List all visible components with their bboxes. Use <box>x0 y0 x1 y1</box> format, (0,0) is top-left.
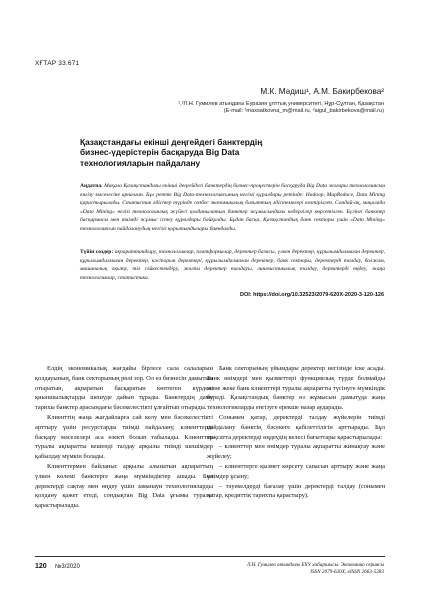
abstract <box>80 182 385 234</box>
issue-number: №3/2020 <box>55 564 80 570</box>
body-paragraph: Клиенттермен байланыс арқылы алынатын ақпараттың үлкен көлемі банктерге жаңа мүмкіндіктер ашады. Бұл деректерді сақтау мен өңдеу үшін заманауи технологияларды қолдану қажет етеді, сондықтан Big Data ұғымы туралы қарастырылады. <box>35 462 213 510</box>
article-title <box>80 137 380 168</box>
title-line-2: бизнес-үдерістерін басқаруда Big Data <box>80 147 240 158</box>
body-paragraph: Елдің экономикалық жағдайы бірлесе сала салаларын қолдауының, банк секторының рөлі зор. Ол өз бизнесін дамытып отыратын, ақпаратын басқаратын көптеген күрделі қиыншылықтарды шешуде дайын тұрады. Банктердің даму тарихы банктер арасындағы бәсекелестікті ұлғайтып отырады. <box>35 365 214 412</box>
journal-info <box>164 562 384 577</box>
journal-name: Л.Н. Гумилев атындағы ЕҰУ хабаршысы. Экономика сериясы <box>246 562 384 568</box>
body-column-left <box>35 364 213 511</box>
affiliation-university: ¹,²Л.Н. Гумилев атындағы Еуразия ұлттық университеті, Нұр-Сұлтан, Қазақстан <box>178 101 384 107</box>
keywords-label: Түйін сөздер: <box>80 249 114 255</box>
title-line-1: Қазақстандағы екінші деңгейдегі банктердің <box>80 137 263 147</box>
body-list-item: – тәуекелдерді бағалау үшін деректерді талдау (сонымен қатар, кредиттік тарихты қарастыру). <box>207 482 385 500</box>
body-paragraph: Клиенттің жаңа жағдайларға сай келу мен бәсекелестікті арттыру үшін ресурстарды тиімді пайдалану, клиенттерді басқару мәселелері аса өзекті болып табылады. Клиенттер туралы ақпаратты кешенді талдау арқылы тиімді шешімдер қабылдау мүмкін болады. <box>35 413 213 461</box>
body-list-item: – клиенттерге қызмет көрсету сапасын арттыру және жаңа өнімдер ұсыну; <box>207 462 385 480</box>
body-paragraph: Сонымен қатар, деректерді талдау жүйелерін тиімді пайдалану банктің бәсекеге қабілеттілігін арттырады. Бұл мақсатта деректерді өңдеудің келесі бағыттары қарастырылады: <box>207 413 385 441</box>
doi-link[interactable]: DOI: https://doi.org/10.32523/2079-620X-2020-3-120-126 <box>240 292 384 298</box>
affiliation-email: (E-mail: ¹maxsatkovna_m@mail.ru, ²aigul_bakirbekova@mail.ru) <box>223 108 384 115</box>
body-column-right <box>207 364 385 501</box>
keywords <box>80 248 385 282</box>
body-paragraph: Банк секторының үйымдары деректер негізінде іске асады. Банк өнімдері мен қызметтері функциялық түрде болмайды және жеке банк клиенттері туралы ақпаратты түсінуге мүмкіндік береді. Қазақстандық банктер өз жұмысын дамытуда жаңа технологияларды енгізуге ерекше назар аударады. <box>207 365 385 412</box>
footer-divider <box>35 556 385 557</box>
keywords-text: ақпараттандыру, технологиялар, платформалар, деректер базасы, үлкен деректер, құрылымдалмаған деректер, құрылымдалмаған деректер, кәсіпорын деректері, құрылымдалмаған деректер, банк секторы, деректерді талдау, болжам, машиналық оқыту, тіл сәйкестендіру, жалпы деректер талдауы, лингвистикалық талдау, деректерді өңдеу, жаңа технологиялар, статистика. <box>80 249 386 281</box>
affiliation <box>84 101 384 115</box>
abstract-label: Аңдатпа. <box>80 183 103 189</box>
abstract-text: Мақала Қазақстандағы екінші деңгейдегі банктердің бизнес-процестерін басқаруда Big Data жоғары технологиясын енгізу мәселесіне арналған. Бұл ретте Big Data-технологиясының негізгі құралдары ретінде: Hadoop, MapReduce, Data Mining қарастырылады. Статистик әдістер түрінде сөзбес экономикалық бағыттың әдістемелері келтірілген. Сондай-ақ, мақалада «Data Mining» негізі технологиялық жүйесі қолданылатын банктер жұмысындағы кедергілер көрсетілген. Бүгінгі банктер басқармасы мен тиімді жұмыс істеу құралдары байқалды. Бұдан басқа, Қазақстандық банк секторы үшін «Data Mining» технологиясын пайдаланудың негізгі қорытындылары баяндалды. <box>80 183 386 232</box>
author-names: М.К. Мәдиш¹, А.М. Бакирбекова² <box>260 87 384 96</box>
journal-issn: ISSN 2079-620X, eISSN 2663-5283 <box>310 569 384 576</box>
title-line-3: технологияларын пайдалану <box>80 157 201 168</box>
page-number: 120 <box>35 563 47 570</box>
classification-code: ХҒТАР 33.671 <box>35 60 80 67</box>
body-list-item: – клиенттер мен өнімдер туралы ақпаратты жинақтау және жүйелеу; <box>207 443 385 461</box>
